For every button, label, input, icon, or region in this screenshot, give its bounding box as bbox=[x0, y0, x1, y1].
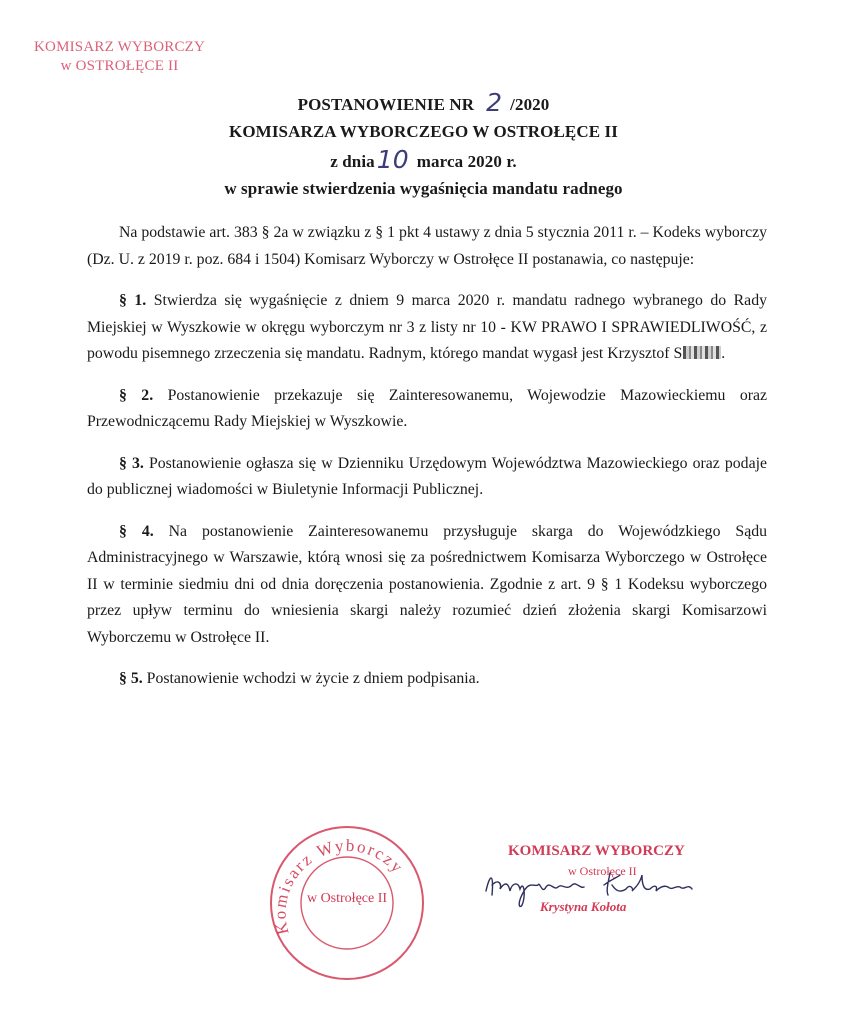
paragraph-2-text: Postanowienie przekazuje się Zainteresowanemu, Wojewodzie Mazowieckiemu oraz Przewodniczącemu Rady Miejskiej w Wyszkowie. bbox=[87, 386, 768, 430]
document-title-block bbox=[0, 88, 847, 202]
title-suffix: /2020 bbox=[510, 95, 550, 114]
paragraph-1-text: Stwierdza się wygaśnięcie z dniem 9 marca 2020 r. mandatu radnego wybranego do Rady Miejskiej w Wyszkowie w okręgu wyborczym nr 3 z listy nr 10 - KW PRAWO I SPRAWIEDLIWOŚĆ, z powodu pisemnego zrzeczenia się mandatu. Radnym, którego mandat wygasł jest Krzysztof S bbox=[87, 292, 767, 362]
authority-name: KOMISARZA WYBORCZEGO W OSTROŁĘCE II bbox=[229, 122, 618, 141]
paragraph-1-end: . bbox=[721, 345, 726, 362]
date-suffix: marca 2020 r. bbox=[416, 152, 517, 171]
header-stamp-line1: KOMISARZ WYBORCZY bbox=[34, 39, 206, 55]
round-stamp-ring-text: Komisarz Wyborczy bbox=[270, 835, 408, 937]
document-title bbox=[0, 88, 847, 118]
handwritten-day: 10 bbox=[376, 145, 409, 174]
paragraph-3-text: Postanowienie ogłasza się w Dzienniku Urzędowym Województwa Mazowieckiego oraz podaje do publicznej wiadomości w Biuletynie Informacji Publicznej. bbox=[87, 454, 767, 498]
signature-stamp-location: w Ostrołęce II bbox=[568, 864, 637, 878]
paragraph-4-text: Na postanowienie Zainteresowanemu przysługuje skarga do Wojewódzkiego Sądu Administracyjnego w Warszawie, którą wnosi się za pośrednictwem Komisarza Wyborczego w Ostrołęce II w terminie siedmiu dni od dnia doręczenia postanowienia. Zgodnie z art. 9 § 1 Kodeksu wyborczego przez upływ terminu do wniesienia skargi należy rozumieć dzień złożenia skargi Komisarzowi Wyborczemu w Ostrołęce II. bbox=[87, 522, 768, 646]
date-prefix: z dnia bbox=[330, 152, 375, 171]
paragraph-1-label: § 1. bbox=[119, 292, 147, 309]
document-date bbox=[0, 145, 847, 175]
title-prefix: POSTANOWIENIE NR bbox=[297, 95, 475, 114]
header-stamp bbox=[34, 38, 205, 76]
redacted-surname bbox=[683, 346, 721, 359]
paragraph-1 bbox=[87, 288, 767, 368]
paragraph-5-label: § 5. bbox=[119, 670, 143, 687]
paragraph-5 bbox=[87, 666, 767, 693]
round-stamp-center-text: w Ostrołęce II bbox=[306, 891, 388, 906]
signature-stamp-title: KOMISARZ WYBORCZY bbox=[508, 843, 685, 859]
document-subject: w sprawie stwierdzenia wygaśnięcia mandatu radnego bbox=[224, 179, 623, 198]
signature-stamp bbox=[480, 843, 710, 933]
document-body bbox=[87, 220, 767, 693]
paragraph-3 bbox=[87, 451, 767, 504]
header-stamp-line2: w OSTROŁĘCE II bbox=[60, 58, 179, 74]
paragraph-4 bbox=[87, 519, 767, 652]
paragraph-5-text: Postanowienie wchodzi w życie z dniem podpisania. bbox=[146, 670, 480, 687]
round-official-stamp bbox=[267, 823, 427, 983]
handwritten-number: 2 bbox=[486, 88, 503, 117]
paragraph-2-label: § 2. bbox=[119, 386, 154, 404]
handwritten-signature bbox=[480, 861, 710, 911]
signature-stamp-name: Krystyna Kołota bbox=[540, 899, 627, 914]
paragraph-3-label: § 3. bbox=[119, 454, 144, 472]
paragraph-2 bbox=[87, 383, 767, 436]
paragraph-4-label: § 4. bbox=[119, 522, 154, 540]
intro-paragraph: Na podstawie art. 383 § 2a w związku z § 1 pkt 4 ustawy z dnia 5 stycznia 2011 r. – Kodeks wyborczy (Dz. U. z 2019 r. poz. 684 i 1504) Komisarz Wyborczy w Ostrołęce II postanawia, co następuje: bbox=[87, 224, 767, 268]
